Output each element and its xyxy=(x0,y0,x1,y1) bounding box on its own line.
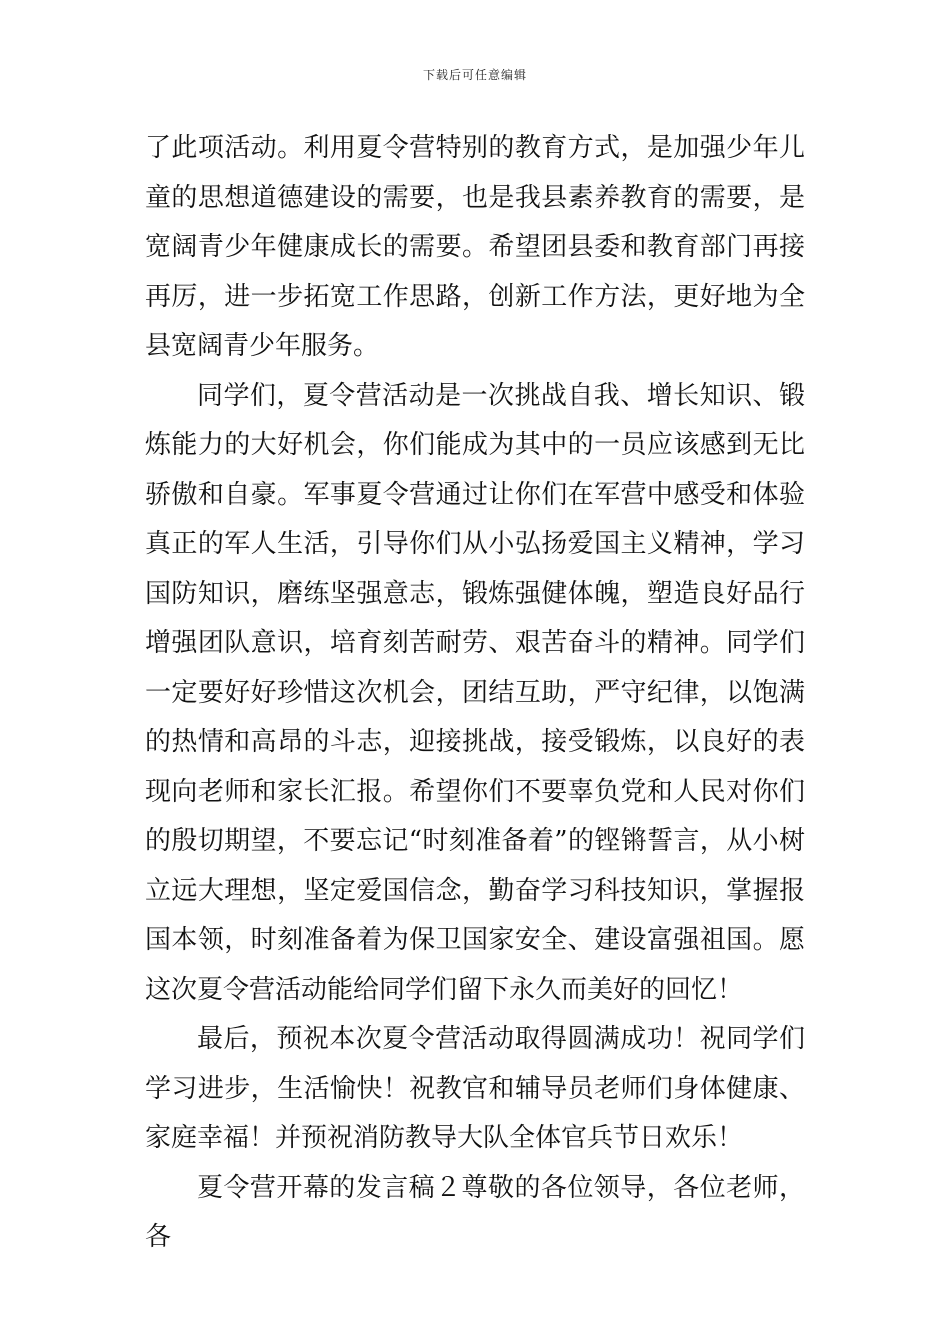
paragraph-2: 同学们，夏令营活动是一次挑战自我、增长知识、锻炼能力的大好机会，你们能成为其中的一员应该感到无比骄傲和自豪。军事夏令营通过让你们在军营中感受和体验真正的军人生活，引导你们从小弘扬爱国主义精神，学习国防知识，磨练坚强意志，锻炼强健体魄，塑造良好品行增强团队意识，培育刻苦耐劳、艰苦奋斗的精神。同学们一定要好好珍惜这次机会，团结互助，严守纪律，以饱满的热情和高昂的斗志，迎接挑战，接受锻炼，以良好的表现向老师和家长汇报。希望你们不要辜负党和人民对你们的殷切期望，不要忘记“时刻准备着”的铿锵誓言，从小树立远大理想，坚定爱国信念，勤奋学习科技知识，掌握报国本领，时刻准备着为保卫国家安全、建设富强祖国。愿这次夏令营活动能给同学们留下永久而美好的回忆！ xyxy=(145,380,805,1005)
paragraph-1: 了此项活动。利用夏令营特别的教育方式，是加强少年儿童的思想道德建设的需要，也是我县素养教育的需要，是宽阔青少年健康成长的需要。希望团县委和教育部门再接再厉，进一步拓宽工作思路，创新工作方法，更好地为全县宽阔青少年服务。 xyxy=(145,133,805,361)
page-header-note: 下载后可任意编辑 xyxy=(422,68,527,82)
paragraph-3: 最后，预祝本次夏令营活动取得圆满成功！祝同学们学习进步，生活愉快！祝教官和辅导员老师们身体健康、家庭幸福！并预祝消防教导大队全体官兵节日欢乐！ xyxy=(145,1024,805,1153)
paragraph-4: 夏令营开幕的发言稿２尊敬的各位领导，各位老师，各 xyxy=(145,1172,805,1252)
document-body xyxy=(145,124,805,1263)
